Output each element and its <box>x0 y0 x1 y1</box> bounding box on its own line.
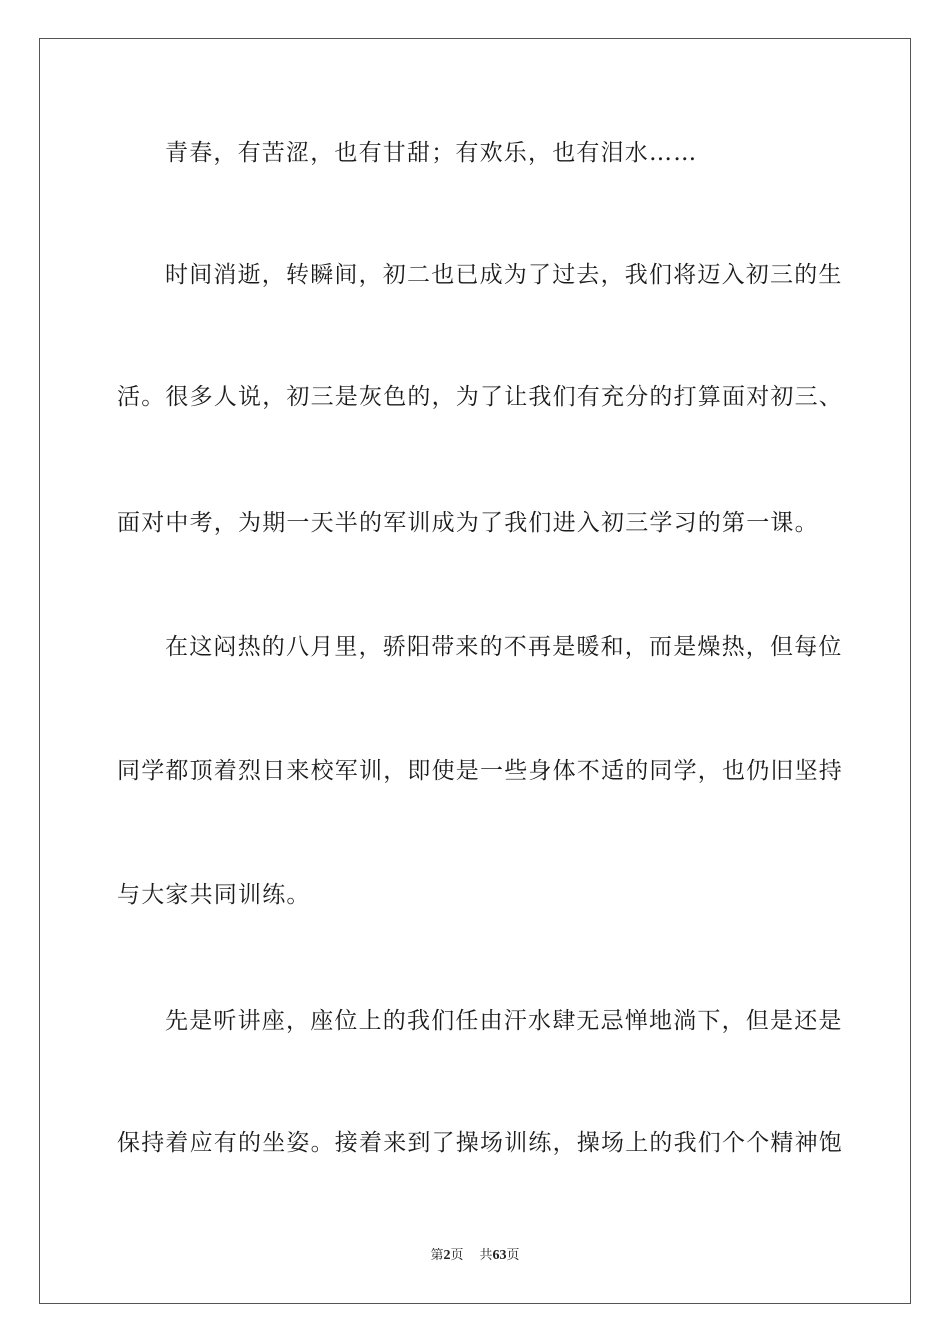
paragraph-3-line-1: 在这闷热的八月里，骄阳带来的不再是暖和，而是燥热，但每位 <box>165 634 843 660</box>
paragraph-1-line-1: 青春，有苦涩，也有甘甜；有欢乐，也有泪水…… <box>165 140 698 166</box>
page-border <box>39 38 911 1304</box>
total-pages: 63 <box>492 1248 507 1263</box>
total-suffix: 页 <box>506 1248 520 1263</box>
paragraph-2-line-1: 时间消逝，转瞬间，初二也已成为了过去，我们将迈入初三的生 <box>165 262 843 288</box>
page-number: 2 <box>443 1248 451 1263</box>
paragraph-2-line-3: 面对中考，为期一天半的军训成为了我们进入初三学习的第一课。 <box>117 510 819 536</box>
page-footer <box>0 1247 950 1265</box>
page-prefix: 第 <box>430 1248 444 1263</box>
paragraph-4-line-1: 先是听讲座，座位上的我们任由汗水肆无忌惮地淌下，但是还是 <box>165 1008 843 1034</box>
page-suffix: 页 <box>450 1248 464 1263</box>
paragraph-4-line-2: 保持着应有的坐姿。接着来到了操场训练，操场上的我们个个精神饱 <box>117 1130 843 1156</box>
paragraph-3-line-3: 与大家共同训练。 <box>117 882 311 908</box>
paragraph-3-line-2: 同学都顶着烈日来校军训，即使是一些身体不适的同学，也仍旧坚持 <box>117 758 843 784</box>
total-prefix: 共 <box>479 1248 493 1263</box>
paragraph-2-line-2: 活。很多人说，初三是灰色的，为了让我们有充分的打算面对初三、 <box>117 384 843 410</box>
